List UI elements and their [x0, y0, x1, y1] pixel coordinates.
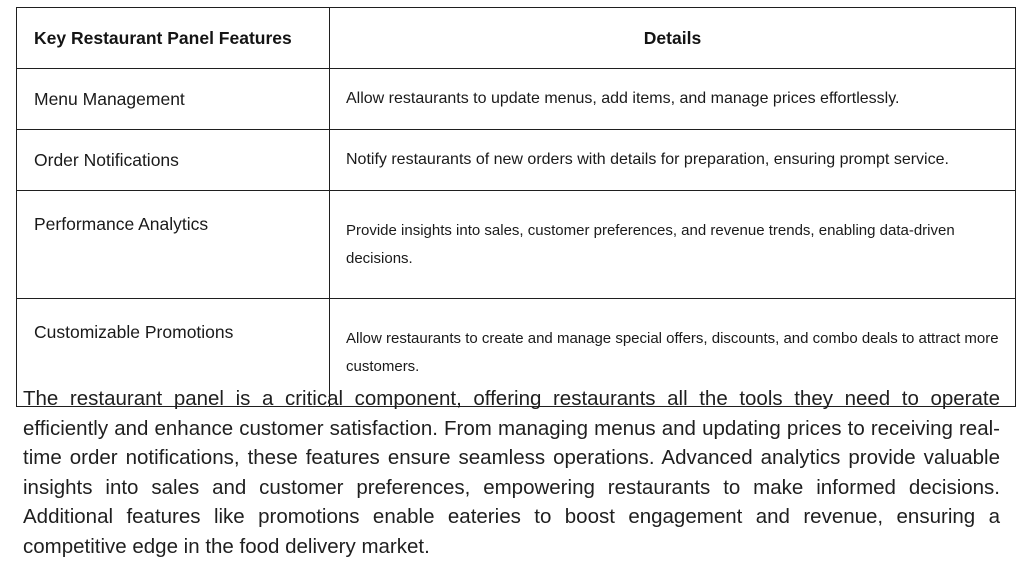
table-row	[17, 69, 1016, 130]
table-row	[17, 130, 1016, 191]
header-feature: Key Restaurant Panel Features	[17, 8, 330, 69]
feature-cell: Order Notifications	[17, 130, 330, 191]
feature-cell: Menu Management	[17, 69, 330, 130]
header-details: Details	[330, 8, 1016, 69]
feature-cell: Customizable Promotions	[17, 299, 330, 407]
summary-paragraph: The restaurant panel is a critical component, offering restaurants all the tools they need to operate efficiently and enhance customer satisfaction. From managing menus and updating prices to receiving real-time order notifications, these features ensure seamless operations. Advanced analytics provide valuable insights into sales and customer preferences, empowering restaurants to make informed decisions. Additional features like promotions enable eateries to boost engagement and revenue, ensuring a competitive edge in the food delivery market.	[23, 387, 1000, 558]
detail-cell: Notify restaurants of new orders with details for preparation, ensuring prompt service.	[330, 130, 1016, 191]
feature-cell: Performance Analytics	[17, 191, 330, 299]
detail-cell: Allow restaurants to create and manage special offers, discounts, and combo deals to attract more customers.	[330, 299, 1016, 407]
table-row	[17, 191, 1016, 299]
table-header-row	[17, 8, 1016, 69]
detail-cell: Provide insights into sales, customer preferences, and revenue trends, enabling data-driven decisions.	[330, 191, 1016, 299]
features-table	[16, 7, 1016, 407]
detail-cell: Allow restaurants to update menus, add items, and manage prices effortlessly.	[330, 69, 1016, 130]
